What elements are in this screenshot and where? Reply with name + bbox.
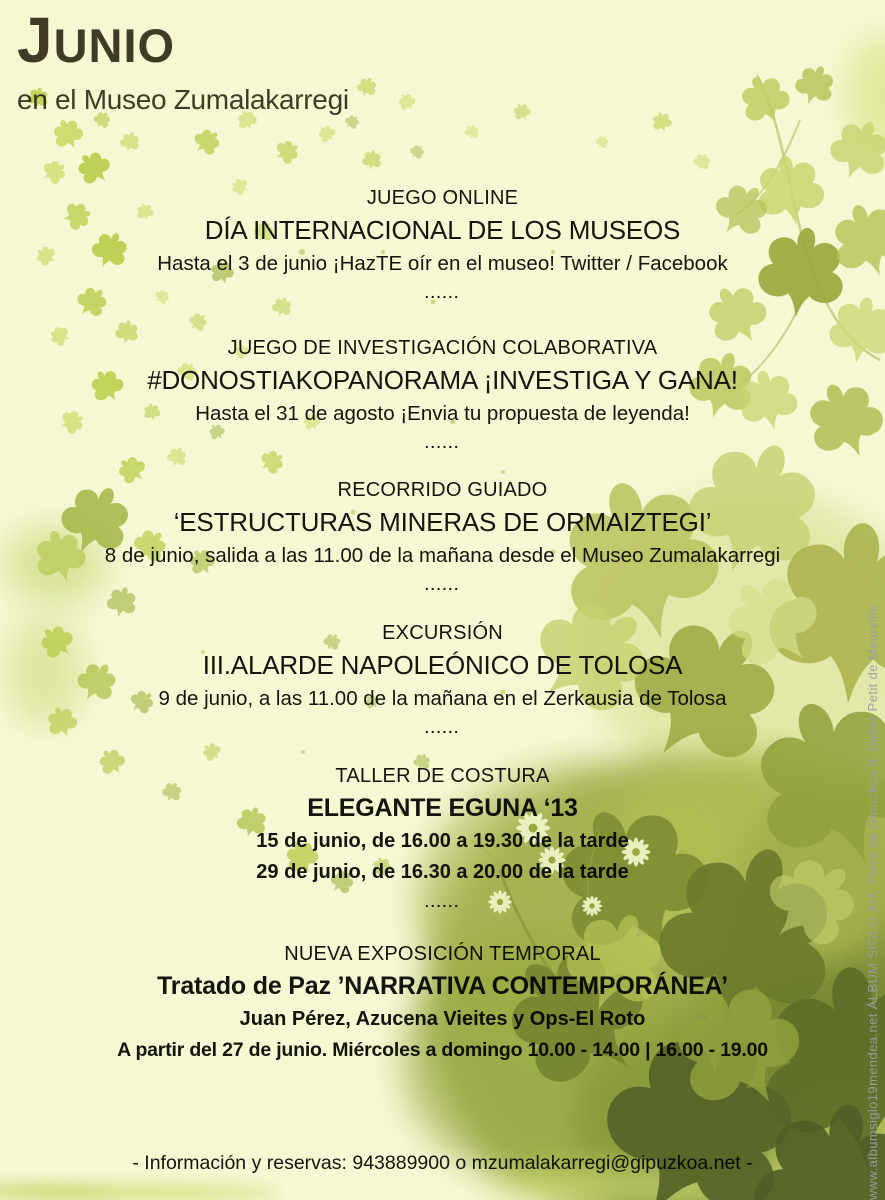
event-section-taller-costura: [0, 763, 885, 910]
event-category: JUEGO ONLINE: [366, 187, 519, 209]
title-initial: J: [17, 4, 54, 76]
event-section-donostiakopanorama: [0, 335, 885, 451]
event-title: ELEGANTE EGUNA ‘13: [307, 794, 578, 822]
event-title: #DONOSTIAKOPANORAMA ¡INVESTIGA Y GANA!: [147, 365, 738, 395]
dots-separator: ......: [424, 435, 461, 451]
page-subtitle: en el Museo Zumalakarregi: [17, 84, 349, 115]
event-category: RECORRIDO GUIADO: [337, 479, 548, 501]
bottom-edge-smudges: [0, 1184, 280, 1200]
event-category: JUEGO DE INVESTIGACIÓN COLABORATIVA: [227, 337, 658, 359]
event-detail: Hasta el 31 de agosto ¡Envia tu propuesta de leyenda!: [195, 402, 690, 425]
poster-header: [17, 4, 349, 115]
event-section-juego-online: [0, 185, 885, 301]
event-section-nueva-exposicion: [0, 941, 885, 1065]
event-detail: A partir del 27 de junio. Miércoles a domingo 10.00 - 14.00 | 16.00 - 19.00: [117, 1039, 768, 1061]
footer-contact: - Información y reservas: 943889900 o mzumalakarregi@gipuzkoa.net -: [132, 1152, 753, 1174]
event-detail: 29 de junio, de 16.30 a 20.00 de la tarde: [256, 861, 629, 883]
event-detail: 9 de junio, a las 11.00 de la mañana en el Zerkausia de Tolosa: [158, 687, 727, 710]
event-category: NUEVA EXPOSICIÓN TEMPORAL: [284, 943, 601, 965]
event-title: III.ALARDE NAPOLEÓNICO DE TOLOSA: [202, 650, 683, 680]
event-detail: Hasta el 3 de junio ¡HazTE oír en el museo! Twitter / Facebook: [157, 252, 728, 275]
event-section-recorrido-guiado: [0, 477, 885, 593]
event-detail: 15 de junio, de 16.00 a 19.30 de la tarde: [256, 830, 629, 852]
event-category: EXCURSIÓN: [382, 622, 503, 644]
event-title: ‘ESTRUCTURAS MINERAS DE ORMAIZTEGI’: [173, 507, 712, 537]
event-section-excursion: [0, 620, 885, 736]
title-rest: UNIO: [53, 19, 176, 72]
event-detail: 8 de junio, salida a las 11.00 de la mañana desde el Museo Zumalakarregi: [104, 544, 781, 567]
credit-watermark: www.albumsiglo19mendea.net ÁLBUM SIGLO XIX 'Flora de Gipuzkoa II' Didier Petit de Meurville: [865, 604, 880, 1200]
event-title: DÍA INTERNACIONAL DE LOS MUSEOS: [204, 215, 681, 245]
dots-separator: ......: [424, 720, 461, 736]
event-title: Tratado de Paz ’NARRATIVA CONTEMPORÁNEA’: [157, 972, 728, 1000]
dots-separator: ......: [424, 894, 461, 910]
dots-separator: ......: [424, 285, 461, 301]
dots-separator: ......: [424, 577, 461, 593]
page-title: [17, 4, 349, 86]
event-detail: Juan Pérez, Azucena Vieites y Ops-El Roto: [239, 1008, 646, 1030]
event-category: TALLER DE COSTURA: [335, 765, 550, 787]
